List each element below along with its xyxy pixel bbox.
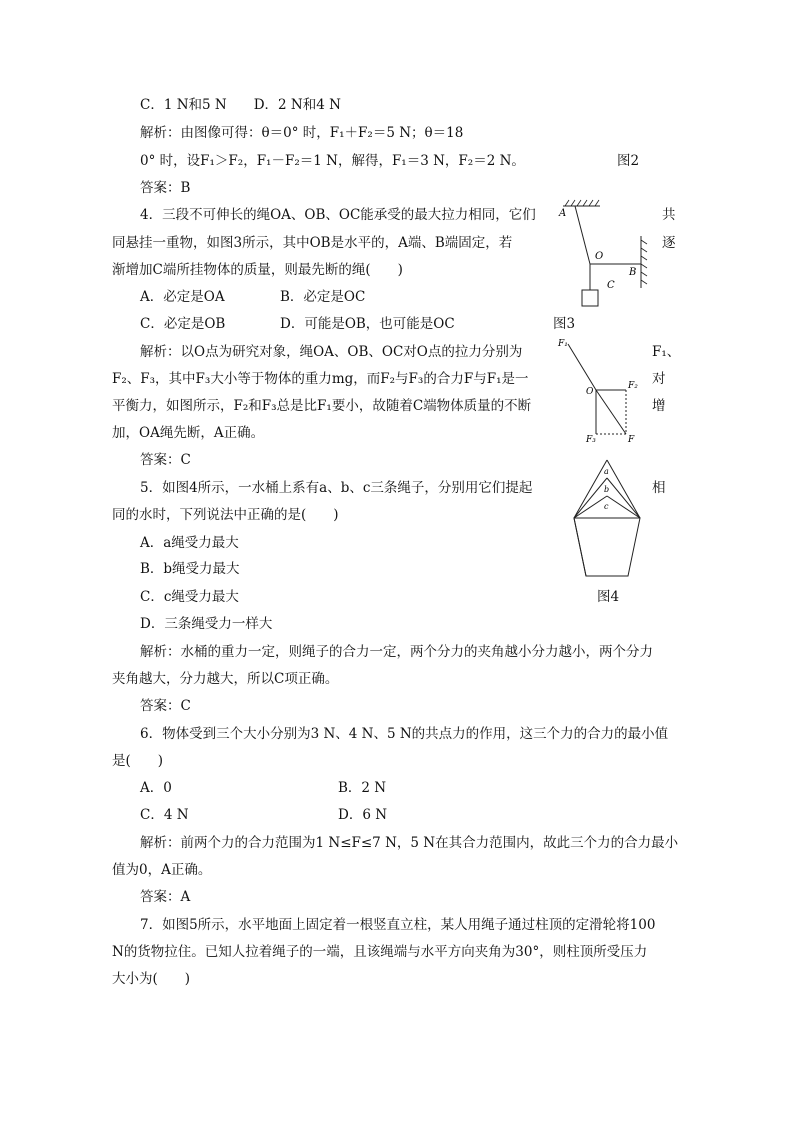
fig4-label-a: a xyxy=(604,467,609,476)
q4-stem-line3: 渐增加C端所挂物体的质量，则最先断的绳( ) xyxy=(112,262,403,278)
fig3-label-c: C xyxy=(607,280,615,291)
q6-option-a: A．0 xyxy=(140,780,172,796)
fig4-label-c: c xyxy=(604,502,609,511)
q4-analysis-line3-tail: 增 xyxy=(652,398,666,414)
fig3-label-b: B xyxy=(629,267,637,278)
q6-analysis-line1: 解析：前两个力的合力范围为1 N≤F≤7 N，5 N在其合力范围内，故此三个力的合力最小 xyxy=(140,835,679,851)
q7-stem-line2: N的货物拉住。已知人拉着绳子的一端，且该绳端与水平方向夹角为30°，则柱顶所受压力 xyxy=(112,944,648,960)
figure-3-diagram xyxy=(555,198,665,310)
q3-answer: 答案：B xyxy=(140,180,191,196)
q4-option-c: C．必定是OB xyxy=(140,316,226,332)
q7-stem-line1: 7．如图5所示，水平地面上固定着一根竖直立柱，某人用绳子通过柱顶的定滑轮将100 xyxy=(140,917,656,933)
q6-option-d: D．6 N xyxy=(338,807,388,823)
q7-stem-line3: 大小为( ) xyxy=(112,971,191,987)
q4-analysis-line3: 平衡力，如图所示，F₂和F₃总是比F₁要小，故随着C端物体质量的不断 xyxy=(112,398,532,414)
q5-option-a: A．a绳受力最大 xyxy=(140,535,239,551)
q5-option-d: D．三条绳受力一样大 xyxy=(140,616,273,632)
fig3-label-o: O xyxy=(595,251,604,262)
force-label-f1: F₁ xyxy=(558,339,568,349)
q4-stem-line2: 同悬挂一重物，如图3所示，其中OB是水平的，A端、B端固定，若 xyxy=(112,235,513,251)
q6-option-c: C．4 N xyxy=(140,807,189,823)
q6-stem-line2: 是( ) xyxy=(112,753,164,769)
q3-options-cd: C．1 N和5 N D．2 N和4 N xyxy=(140,97,341,113)
q6-option-b: B．2 N xyxy=(338,780,387,796)
figure-4-label: 图4 xyxy=(597,589,620,605)
force-label-o: O xyxy=(586,387,594,397)
figure-3-label: 图3 xyxy=(553,316,576,332)
q4-stem-line1: 4．三段不可伸长的绳OA、OB、OC能承受的最大拉力相同，它们 xyxy=(140,207,536,223)
force-label-f3: F₃ xyxy=(586,435,596,445)
q6-answer: 答案：A xyxy=(140,889,191,905)
q5-analysis-line2: 夹角越大，分力越大，所以C项正确。 xyxy=(112,671,339,687)
q4-stem-line2-tail: 逐 xyxy=(662,235,676,251)
q4-answer: 答案：C xyxy=(140,452,191,468)
q4-analysis-line1: 解析：以O点为研究对象，绳OA、OB、OC对O点的拉力分别为 xyxy=(140,344,523,360)
q5-analysis-line1: 解析：水桶的重力一定，则绳子的合力一定，两个分力的夹角越小分力越小，两个分力 xyxy=(140,644,653,660)
q4-analysis-line2-tail: 对 xyxy=(652,371,666,387)
q5-stem-line1-tail: 相 xyxy=(652,480,666,496)
q3-analysis-line2: 0° 时，设F₁＞F₂，F₁－F₂＝1 N，解得，F₁＝3 N，F₂＝2 N。 xyxy=(140,153,525,169)
q5-answer: 答案：C xyxy=(140,698,191,714)
q4-analysis-line1-tail: F₁、 xyxy=(652,344,681,360)
q4-option-d: D．可能是OB，也可能是OC xyxy=(280,316,455,332)
figure-4-diagram xyxy=(568,456,646,580)
q4-analysis-line4: 加，OA绳先断，A正确。 xyxy=(112,425,265,441)
q4-option-a: A．必定是OA xyxy=(140,289,225,305)
q5-option-b: B．b绳受力最大 xyxy=(140,561,240,577)
figure-2-label: 图2 xyxy=(617,153,640,169)
force-label-f: F xyxy=(628,435,635,445)
q6-analysis-line2: 值为0，A正确。 xyxy=(112,862,212,878)
q5-stem-line2: 同的水时，下列说法中正确的是( ) xyxy=(112,507,339,523)
q4-option-b: B．必定是OC xyxy=(280,289,366,305)
q6-stem-line1: 6．物体受到三个大小分别为3 N、4 N、5 N的共点力的作用，这三个力的合力的最小值 xyxy=(140,726,669,742)
q5-option-c: C．c绳受力最大 xyxy=(140,589,239,605)
force-diagram xyxy=(556,338,646,448)
q3-analysis-line1: 解析：由图像可得：θ＝0° 时，F₁＋F₂＝5 N；θ＝18 xyxy=(140,125,464,141)
q4-stem-line1-tail: 共 xyxy=(662,207,676,223)
force-label-f2: F₂ xyxy=(628,381,638,391)
fig3-label-a: A xyxy=(559,208,567,219)
q5-stem-line1: 5．如图4所示，一水桶上系有a、b、c三条绳子，分别用它们提起 xyxy=(140,480,533,496)
fig4-label-b: b xyxy=(604,485,610,494)
q4-analysis-line2: F₂、F₃，其中F₃大小等于物体的重力mg，而F₂与F₃的合力F与F₁是一 xyxy=(112,371,529,387)
